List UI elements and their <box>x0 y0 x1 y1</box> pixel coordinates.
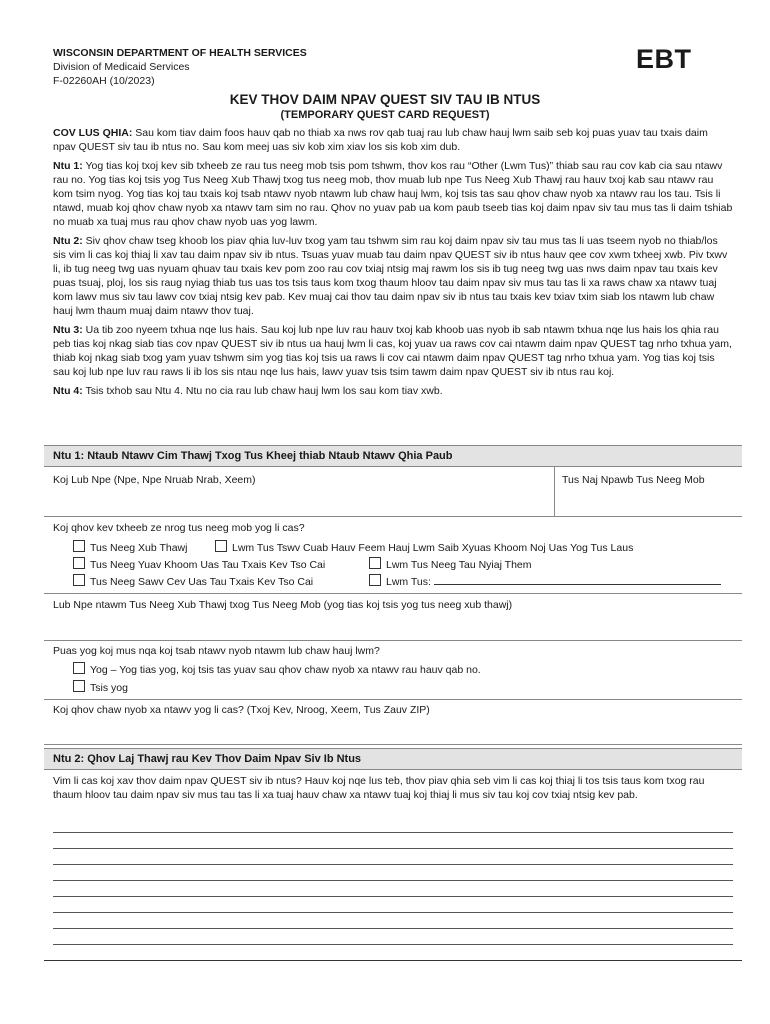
section1-heading <box>44 445 742 467</box>
reason-line[interactable] <box>53 864 733 865</box>
pickup-row <box>44 641 742 700</box>
form-subtitle: (TEMPORARY QUEST CARD REQUEST) <box>280 109 490 121</box>
option-other-payee[interactable]: Lwm Tus Neeg Tau Nyiaj Them <box>369 557 532 571</box>
mailing-address-label: Koj qhov chaw nyob xa ntawv yog li cas? (Txoj Kev, Nroog, Xeem, Tus Zauv ZIP) <box>53 704 430 716</box>
step4-paragraph <box>53 384 733 398</box>
section2-heading <box>44 748 742 770</box>
pickup-no-option[interactable]: Tsis yog <box>73 680 128 694</box>
reason-line[interactable] <box>53 880 733 881</box>
agency-name: WISCONSIN DEPARTMENT OF HEALTH SERVICES <box>53 47 307 59</box>
checkbox-icon[interactable] <box>73 557 85 569</box>
step1-text: Yog tias koj txoj kev sib txheeb ze rau tus neeg mob tsis pom tshwm, thov kos rau “Other (Lwm Tus)” thiab sau rau cov kab cia sau ntawv rau no. Yog tias koj tsis yog Tus Neeg Xub Thawj txog tus neeg mob, thov muab lub npe Tus Neeg Xub Thawj rau hauv txoj kab sau ntawv rau kom tsim nyog. Yog tias koj tau txais koj tsab ntawv nyob ntawm lub chaw hauj lwm, koj tsis tas sau qhov chaw nyob xa ntawv rau los tau. Tsis li ntawd, muab koj qhov chaw nyob xa ntawv tam sim no rau. Qhov no yuav pab ua kom paub tseeb tias koj daim npav siv tau mus tas li daim tshiab no muab xa tuaj mus rau qhov chaw nyob uas yog lawm. <box>53 160 733 228</box>
primary-person-input[interactable] <box>48 614 738 636</box>
reason-line[interactable] <box>53 832 733 833</box>
checkbox-icon[interactable] <box>369 574 381 586</box>
option-authorized-buyer[interactable]: Tus Neeg Yuav Khoom Uas Tau Txais Kev Tso Cai <box>73 557 325 571</box>
intro-text: Sau kom tiav daim foos hauv qab no thiab xa nws rov qab tuaj rau lub chaw hauj lwm saib seb koj puas yuav tau txais daim npav QUEST siv tau ib ntus no. Sau kom meej uas siv kob xim xiav los sis kob xim dub. <box>53 127 708 153</box>
ebt-badge: EBT <box>636 44 692 74</box>
primary-person-row <box>44 594 742 641</box>
form-header <box>53 46 307 88</box>
option-authorized-representative[interactable]: Tus Neeg Sawv Cev Uas Tau Txais Kev Tso Cai <box>73 574 313 588</box>
name-row <box>44 466 742 517</box>
section2-heading-text: Ntu 2: Qhov Laj Thawj rau Kev Thov Daim Npav Siv Ib Ntus <box>53 753 362 765</box>
reason-line[interactable] <box>53 896 733 897</box>
option-other[interactable]: Lwm Tus: <box>369 574 721 588</box>
reason-line[interactable] <box>53 928 733 929</box>
reason-line[interactable] <box>53 944 733 945</box>
section1-heading-text: Ntu 1: Ntaub Ntawv Cim Thawj Txog Tus Kheej thiab Ntaub Ntawv Qhia Paub <box>53 450 453 462</box>
step3-paragraph <box>53 323 733 379</box>
reason-line[interactable] <box>53 912 733 913</box>
other-text-field[interactable] <box>434 584 721 585</box>
step2-label: Ntu 2: <box>53 235 83 247</box>
section2-prompt <box>53 774 729 807</box>
option-primary-person[interactable]: Tus Neeg Xub Thawj <box>73 540 187 554</box>
name-input[interactable] <box>48 490 548 512</box>
checkbox-icon[interactable] <box>73 680 85 692</box>
option-adult-household-member[interactable]: Lwm Tus Tswv Cuab Hauv Feem Hauj Lwm Saib Xyuas Khoom Noj Uas Yog Tus Laus <box>215 540 633 554</box>
checkbox-icon[interactable] <box>73 662 85 674</box>
step3-label: Ntu 3: <box>53 324 83 336</box>
form-id: F-02260AH (10/2023) <box>53 75 155 87</box>
member-id-label: Tus Naj Npawb Tus Neeg Mob <box>562 474 705 486</box>
step2-paragraph <box>53 234 733 318</box>
division-name: Division of Medicaid Services <box>53 61 190 73</box>
name-label: Koj Lub Npe (Npe, Npe Nruab Nrab, Xeem) <box>53 474 256 486</box>
step4-label: Ntu 4: <box>53 385 83 397</box>
mailing-address-row <box>44 700 742 745</box>
bottom-rule <box>44 960 742 961</box>
step1-label: Ntu 1: <box>53 160 83 172</box>
step2-text: Siv qhov chaw tseg khoob los piav qhia luv-luv txog yam tau tshwm sim rau koj daim npav siv tau mus tas li uas tseem nyob no thiab/los sis vim li cas koj thiaj li xav tau daim npav siv ib ntus. Tsuas yuav muab tau daim npav QUEST siv ib ntus hauv qee cov xwm txheej xwb. Piv txwv li, ib tug neeg twg uas nyuam qhuav tau txais kev pom zoo rau cov txiaj ntsig maj rawm los sis ib tug neeg twg uas nws daim npav tau txais kev puas tsuaj, ploj, los sis raug nyiag thiab tus uas tos tsis taus kom txog thaum hloov tau daim npav siv mus tau tas li xa raws chaw xa ntawv tuaj kom lawv mus siv tau lawv cov txiaj ntsig kev pab. Kev muaj cai thov tau daim npav siv ib ntus tau txais kev txiav txim siab los ntawm lub chaw hauj lwm thaum muaj daim ntawv thov tuaj. <box>53 235 728 317</box>
relationship-row <box>44 517 742 594</box>
form-title: KEV THOV DAIM NPAV QUEST SIV TAU IB NTUS <box>229 92 541 107</box>
step3-text: Ua tib zoo nyeem txhua nqe lus hais. Sau koj lub npe luv rau hauv txoj kab khoob uas nyob ib sab ntawm txhua nqe lus hais los qhia rau peb tias koj nkag siab tias cov npav QUEST siv ib ntus ua hauj lwm li cas, koj yuav ua raws cov cai ntawm daim npav QUEST tag nrho txhua yam, thiab koj nkag siab txog yam yuav tshwm sim yog tias koj tsis ua raws li cov cai ntawm daim npav QUEST tag nrho txhua yam. Yog tias koj tsis sau koj lub npe luv rau raws li ib los sis ntau nqe lus hais, lawv yuav tsis tsim tawm daim npav QUEST siv ib ntus rau koj. <box>53 324 732 378</box>
name-row-divider <box>554 466 555 516</box>
checkbox-icon[interactable] <box>215 540 227 552</box>
checkbox-icon[interactable] <box>73 574 85 586</box>
primary-person-label: Lub Npe ntawm Tus Neeg Xub Thawj txog Tus Neeg Mob (yog tias koj tsis yog tus neeg xub thawj) <box>53 599 513 611</box>
pickup-yes-option[interactable]: Yog – Yog tias yog, koj tsis tas yuav sau qhov chaw nyob xa ntawv rau hauv qab no. <box>73 662 481 676</box>
checkbox-icon[interactable] <box>73 540 85 552</box>
relationship-question: Koj qhov kev txheeb ze nrog tus neeg mob yog li cas? <box>53 522 305 534</box>
section2-prompt-text: Vim li cas koj xav thov daim npav QUEST siv ib ntus? Hauv koj nqe lus teb, thov piav qhia seb vim li cas koj thiaj li tos tsis taus kom txog rau thaum hloov tau daim npav siv mus tau tas li xa tuaj hauv chaw xa ntawv tuaj koj thiaj li mus siv tau koj cov txiaj ntsig kev pab. <box>53 775 705 801</box>
pickup-question: Puas yog koj mus nqa koj tsab ntawv nyob ntawm lub chaw hauj lwm? <box>53 645 380 657</box>
mailing-address-input[interactable] <box>48 720 738 742</box>
member-id-input[interactable] <box>558 490 738 512</box>
step4-text: Tsis txhob sau Ntu 4. Ntu no cia rau lub chaw hauj lwm los sau kom tiav xwb. <box>82 385 443 397</box>
reason-line[interactable] <box>53 848 733 849</box>
instructions <box>53 126 733 403</box>
checkbox-icon[interactable] <box>369 557 381 569</box>
intro-paragraph <box>53 126 733 154</box>
step1-paragraph <box>53 159 733 229</box>
intro-label: COV LUS QHIA: <box>53 127 133 139</box>
